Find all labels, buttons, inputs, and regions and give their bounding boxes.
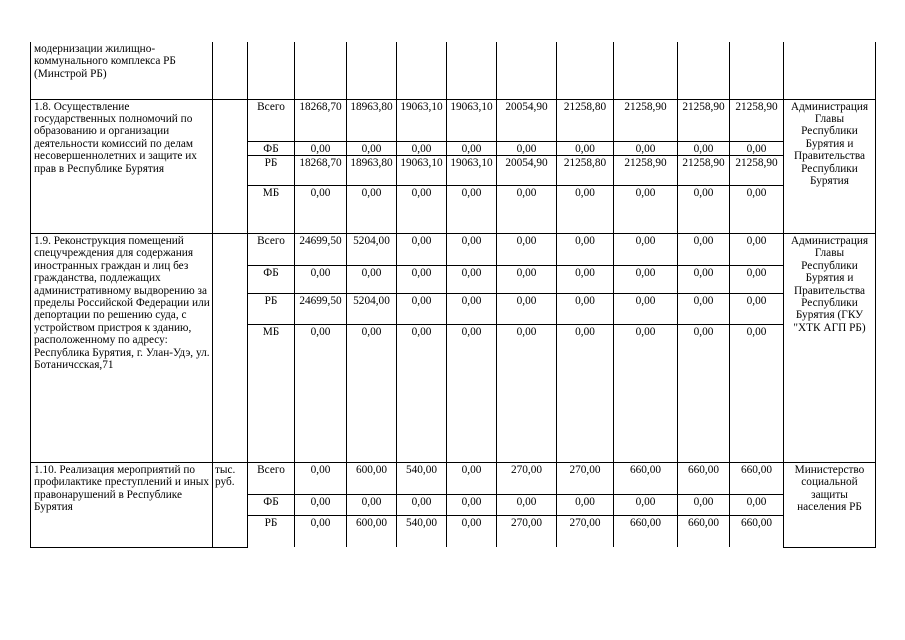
value-cell: 0,00 [730, 233, 784, 265]
value-cell: 0,00 [347, 141, 397, 155]
value-cell: 270,00 [497, 462, 557, 494]
value-cell: 0,00 [614, 185, 678, 233]
value-cell: 0,00 [347, 324, 397, 462]
value-cell: 270,00 [497, 515, 557, 547]
unit-cell: тыс. руб. [213, 462, 248, 547]
value-cell: 660,00 [614, 462, 678, 494]
value-cell: 0,00 [447, 494, 497, 515]
value-cell [397, 42, 447, 99]
value-cell: 21258,90 [678, 155, 730, 185]
unit-cell [213, 99, 248, 233]
executor-cell: Администрация Главы Республики Бурятия и Правительства Республики Бурятия (ГКУ "ХТК АГП РБ) [784, 233, 876, 462]
value-cell: 19063,10 [397, 99, 447, 141]
value-cell: 21258,90 [614, 99, 678, 141]
unit-cell [213, 42, 248, 99]
value-cell: 0,00 [557, 293, 614, 324]
funding-source-cell: РБ [248, 515, 295, 547]
value-cell: 660,00 [678, 462, 730, 494]
value-cell: 0,00 [614, 293, 678, 324]
funding-source-cell: МБ [248, 324, 295, 462]
value-cell: 0,00 [397, 233, 447, 265]
value-cell: 0,00 [730, 141, 784, 155]
value-cell: 5204,00 [347, 293, 397, 324]
value-cell: 0,00 [678, 293, 730, 324]
funding-source-cell: МБ [248, 185, 295, 233]
value-cell: 0,00 [678, 185, 730, 233]
value-cell: 0,00 [678, 494, 730, 515]
value-cell: 0,00 [447, 293, 497, 324]
value-cell: 0,00 [295, 515, 347, 547]
value-cell: 0,00 [497, 141, 557, 155]
executor-cell: Администрация Главы Республики Бурятия и Правительства Республики Бурятия [784, 99, 876, 233]
value-cell: 0,00 [347, 185, 397, 233]
value-cell: 0,00 [397, 494, 447, 515]
value-cell: 0,00 [295, 141, 347, 155]
table-row [31, 233, 876, 265]
value-cell: 0,00 [447, 185, 497, 233]
value-cell: 0,00 [730, 494, 784, 515]
value-cell: 19063,10 [447, 155, 497, 185]
value-cell: 0,00 [614, 233, 678, 265]
funding-source-cell: Всего [248, 233, 295, 265]
value-cell: 0,00 [557, 265, 614, 293]
value-cell: 0,00 [497, 324, 557, 462]
value-cell: 0,00 [497, 494, 557, 515]
value-cell: 0,00 [397, 185, 447, 233]
value-cell: 0,00 [730, 293, 784, 324]
value-cell: 0,00 [557, 141, 614, 155]
value-cell: 0,00 [295, 265, 347, 293]
unit-cell [213, 233, 248, 462]
value-cell: 21258,90 [730, 155, 784, 185]
value-cell: 18268,70 [295, 99, 347, 141]
value-cell: 21258,90 [678, 99, 730, 141]
table-row [31, 462, 876, 494]
value-cell: 0,00 [678, 324, 730, 462]
value-cell: 19063,10 [447, 99, 497, 141]
value-cell: 18268,70 [295, 155, 347, 185]
funding-source-cell: Всего [248, 462, 295, 494]
value-cell: 0,00 [730, 265, 784, 293]
value-cell: 540,00 [397, 462, 447, 494]
value-cell: 0,00 [678, 141, 730, 155]
value-cell: 21258,90 [614, 155, 678, 185]
value-cell: 0,00 [347, 265, 397, 293]
value-cell [295, 42, 347, 99]
value-cell: 0,00 [730, 324, 784, 462]
value-cell: 0,00 [497, 265, 557, 293]
value-cell: 0,00 [397, 324, 447, 462]
value-cell: 660,00 [730, 462, 784, 494]
value-cell: 0,00 [447, 324, 497, 462]
funding-source-cell: ФБ [248, 494, 295, 515]
value-cell: 0,00 [295, 185, 347, 233]
value-cell: 540,00 [397, 515, 447, 547]
value-cell: 24699,50 [295, 233, 347, 265]
value-cell: 19063,10 [397, 155, 447, 185]
value-cell [248, 42, 295, 99]
funding-source-cell: Всего [248, 99, 295, 141]
value-cell: 0,00 [557, 324, 614, 462]
value-cell: 0,00 [447, 515, 497, 547]
value-cell: 660,00 [614, 515, 678, 547]
value-cell [730, 42, 784, 99]
executor-cell [784, 42, 876, 99]
value-cell: 0,00 [397, 141, 447, 155]
value-cell: 0,00 [397, 293, 447, 324]
funding-source-cell: РБ [248, 155, 295, 185]
value-cell [557, 42, 614, 99]
measure-name-cell: 1.10. Реализация мероприятий по профилактике преступлений и иных правонарушений в Республике Бурятия [31, 462, 213, 547]
value-cell: 0,00 [397, 265, 447, 293]
value-cell: 0,00 [347, 494, 397, 515]
value-cell: 0,00 [497, 293, 557, 324]
value-cell: 20054,90 [497, 155, 557, 185]
value-cell: 0,00 [447, 462, 497, 494]
value-cell: 0,00 [557, 185, 614, 233]
value-cell: 0,00 [614, 494, 678, 515]
value-cell: 0,00 [614, 265, 678, 293]
value-cell: 0,00 [678, 265, 730, 293]
value-cell: 600,00 [347, 462, 397, 494]
value-cell: 270,00 [557, 515, 614, 547]
value-cell: 0,00 [557, 494, 614, 515]
value-cell: 18963,80 [347, 155, 397, 185]
measure-name-cell: 1.9. Реконструкция помещений спецучреждения для содержания иностранных граждан и лиц без гражданства, подлежащих административному выдворению за пределы Российской Федерации или депортации по решению суда, с устройством пристроя к зданию, расположенному по адресу: Республика Бурятия, г. Улан-Удэ, ул. Ботаничсская,71 [31, 233, 213, 462]
value-cell: 0,00 [497, 185, 557, 233]
program-financing-table [30, 42, 876, 548]
value-cell: 21258,90 [730, 99, 784, 141]
value-cell: 0,00 [557, 233, 614, 265]
value-cell [614, 42, 678, 99]
value-cell: 0,00 [614, 141, 678, 155]
value-cell: 0,00 [295, 494, 347, 515]
value-cell: 0,00 [497, 233, 557, 265]
value-cell: 0,00 [678, 233, 730, 265]
value-cell: 20054,90 [497, 99, 557, 141]
value-cell: 0,00 [295, 462, 347, 494]
value-cell: 660,00 [730, 515, 784, 547]
value-cell: 270,00 [557, 462, 614, 494]
funding-source-cell: РБ [248, 293, 295, 324]
value-cell [347, 42, 397, 99]
executor-cell: Министерство социальной защиты населения РБ [784, 462, 876, 547]
value-cell [497, 42, 557, 99]
value-cell: 0,00 [295, 324, 347, 462]
value-cell: 0,00 [614, 324, 678, 462]
value-cell: 21258,80 [557, 99, 614, 141]
measure-name-cell: модернизации жилищно-коммунального комплекса РБ (Минстрой РБ) [31, 42, 213, 99]
value-cell: 660,00 [678, 515, 730, 547]
value-cell [678, 42, 730, 99]
value-cell: 600,00 [347, 515, 397, 547]
value-cell: 24699,50 [295, 293, 347, 324]
value-cell: 0,00 [447, 141, 497, 155]
table-row [31, 42, 876, 99]
value-cell: 5204,00 [347, 233, 397, 265]
value-cell: 0,00 [447, 233, 497, 265]
value-cell: 0,00 [730, 185, 784, 233]
value-cell: 21258,80 [557, 155, 614, 185]
document-table [30, 42, 876, 548]
table-row [31, 99, 876, 141]
value-cell: 18963,80 [347, 99, 397, 141]
value-cell [447, 42, 497, 99]
funding-source-cell: ФБ [248, 265, 295, 293]
value-cell: 0,00 [447, 265, 497, 293]
funding-source-cell: ФБ [248, 141, 295, 155]
measure-name-cell: 1.8. Осуществление государственных полномочий по образованию и организации деятельности комиссий по делам несовершеннолетних и защите их прав в Республике Бурятия [31, 99, 213, 233]
